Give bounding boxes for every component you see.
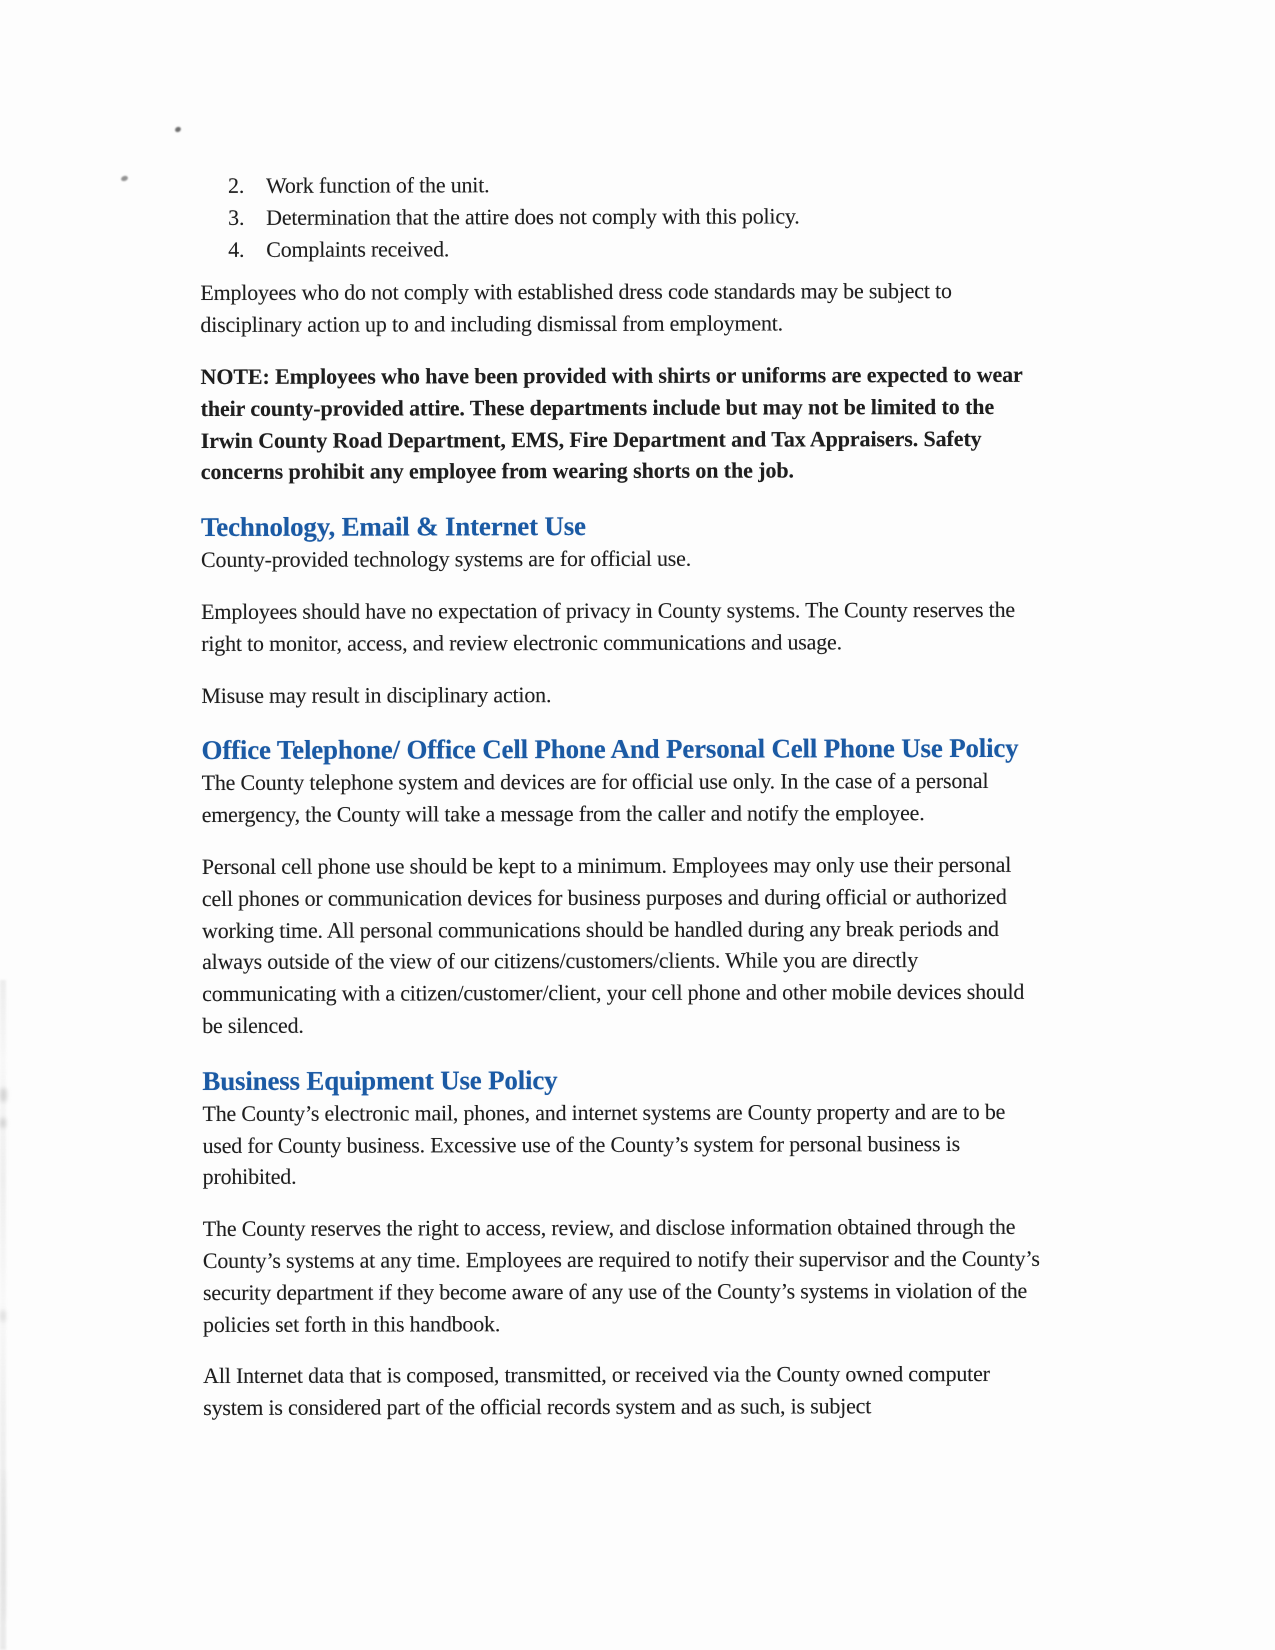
paragraph-technology-1: County-provided technology systems are for official use. (200, 545, 692, 573)
list-item-text: Determination that the attire does not comply with this policy. (266, 203, 800, 230)
paragraph-equipment-3: All Internet data that is composed, transmitted, or received via the County owned computer system is considered part of the official records system and as such, is subject (203, 1361, 990, 1421)
list-item-number: 3. (228, 204, 245, 230)
scan-edge-smudge (0, 1118, 6, 1128)
list-item-number: 2. (228, 172, 245, 198)
list-item-number: 4. (228, 236, 245, 262)
scan-edge-smudge (0, 1088, 7, 1102)
paragraph-telephone-1: The County telephone system and devices are for official use only. In the case of a personal emergency, the County will take a message from the caller and notify the employee. (201, 768, 989, 828)
list-item-text: Complaints received. (266, 235, 450, 262)
paragraph-technology-3: Misuse may result in disciplinary action. (201, 681, 552, 708)
scan-speck (174, 126, 182, 133)
paragraph-telephone-2: Personal cell phone use should be kept to a minimum. Employees may only use their personal cell phones or communication devices for business purposes and during official or authorized working time. All personal communications should be handled during any break periods and always outside of the view of our citizens/customers/clients. While you are directly communicating with a citizen/customer/client, your cell phone and other mobile devices should be silenced. (201, 851, 1025, 1038)
list-item-text: Work function of the unit. (266, 172, 490, 198)
list-item (200, 168, 1045, 202)
section-heading-technology-email-internet: Technology, Email & Internet Use (200, 511, 586, 543)
section-heading-telephone-cell-phone: Office Telephone/ Office Cell Phone And Personal Cell Phone Use Policy (201, 733, 1019, 766)
paragraph-technology-2: Employees should have no expectation of privacy in County systems. The County reserves the right to monitor, access, and review electronic communications and usage. (201, 596, 1015, 656)
list-item (200, 231, 1045, 265)
paragraph-dress-code: Employees who do not comply with established dress code standards may be subject to disciplinary action up to and including dismissal from employment. (200, 278, 952, 338)
list-item (200, 200, 1045, 234)
scan-speck (120, 175, 128, 182)
paragraph-equipment-1: The County’s electronic mail, phones, and internet systems are County property and are to be used for County business. Excessive use of the County’s system for personal business is prohibited. (202, 1098, 1006, 1190)
scan-edge-smudge (2, 1470, 6, 1620)
section-heading-business-equipment: Business Equipment Use Policy (202, 1064, 558, 1096)
numbered-list (200, 168, 1045, 266)
paragraph-note: NOTE: Employees who have been provided with shirts or uniforms are expected to wear their county-provided attire. These departments include but may not be limited to the Irwin County Road Department, EMS, Fire Department and Tax Appraisers. Safety concerns prohibit any employee from wearing shorts on the job. (200, 361, 1023, 485)
scan-edge-smudge (0, 1310, 6, 1322)
document-content (200, 168, 1048, 1444)
paragraph-equipment-2: The County reserves the right to access, review, and disclose information obtained through the County’s systems at any time. Employees are required to notify their supervisor and the County’s security department if they become aware of any use of the County’s systems in violation of the policies set forth in this handbook. (202, 1213, 1040, 1337)
